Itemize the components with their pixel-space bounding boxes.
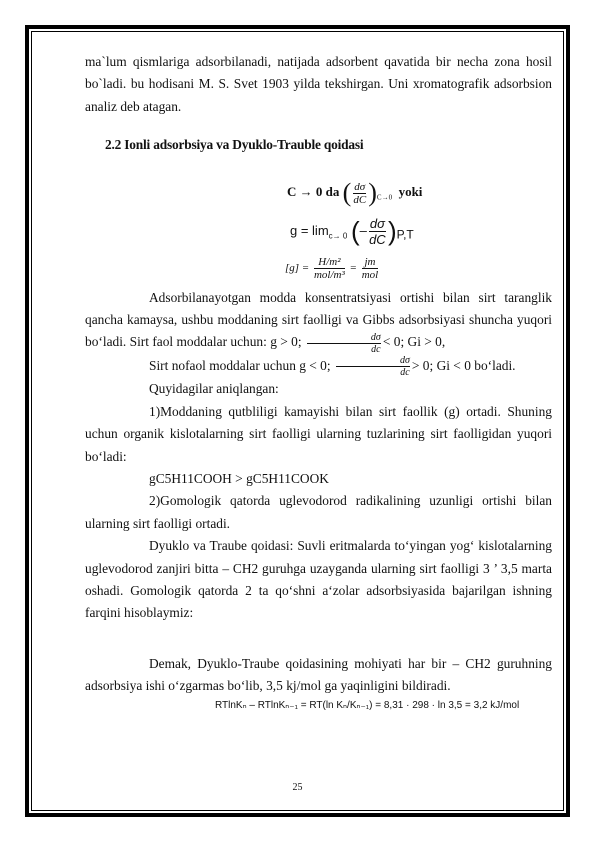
- f2-paren-close: ): [387, 216, 397, 246]
- paragraph-polarity: 1)Moddaning qutbliligi kamayishi bilan sirt faollik (g) ortadi. Shuning uchun organik kislotalarning sirt faolligi ularning tuzlarining sirt faolligidan yuqori bo‘ladi:: [85, 403, 552, 464]
- formula-limit-definition: $g = \lim_{c\to 0}$ (– $\frac{d\sigma}{dC}$ )$_{P,T}$: [290, 216, 414, 247]
- f2-tail: P,T: [396, 227, 414, 242]
- inline-frac-num: dσ: [307, 332, 381, 344]
- f2-num: dσ: [369, 216, 385, 231]
- f2-paren-open: (: [350, 216, 360, 246]
- page-number: 25: [292, 782, 303, 793]
- p2-text-b: > 0; Gi < 0 bo‘ladi.: [411, 357, 516, 373]
- paragraph-inactive: [85, 355, 552, 378]
- inline-fraction-1: [307, 332, 381, 355]
- f2-sub: c→ 0: [328, 231, 348, 241]
- f1-tail: yoki: [398, 183, 423, 199]
- f1-num: dσ: [354, 180, 366, 193]
- inline-frac-num-2: dσ: [336, 355, 410, 367]
- f2-lead: g = lim: [290, 222, 329, 238]
- f3-num2: jm: [362, 256, 379, 269]
- paragraph-surface-activity: [85, 287, 552, 355]
- equation-spacer: [85, 625, 552, 653]
- f1-paren-open: (: [342, 178, 352, 207]
- formula-block: [250, 176, 450, 294]
- f1-fraction: [353, 181, 366, 206]
- f3-lead: [g] =: [285, 262, 310, 275]
- formula-units: [285, 256, 380, 281]
- f3-num1: H/m²: [314, 256, 345, 269]
- f2-den: dC: [369, 232, 386, 247]
- paragraph-conclusion: Demak, Dyuklo-Traube qoidasining mohiyati har bir – CH2 guruhning adsorbsiya ishi o‘zgarmas bo‘lib, 3,5 kj/mol ga yaqinligini bildiradi.: [85, 655, 552, 694]
- f1-paren-close: ): [368, 178, 377, 207]
- paragraph-traube-rule: Dyuklo va Traube qoidasi: Suvli eritmalarda to‘yingan yog‘ kislotalarning uglevodorod zanjiri bitta – CH2 guruhga uzayganda ularning sirt faolligi 3 ’ 3,5 marta oshadi. Gomologik qatorda 2 ta qo‘shni a‘zolar adsorbsiyasida bajarilgan ishning farqini hisoblaymiz:: [85, 538, 552, 621]
- formula-limit-condition: [287, 178, 422, 208]
- p1-text: Adsorbilanayotgan modda konsentratsiyasi ortishi bilan sirt taranglik qancha kamaysa, ushbu moddaning sirt faolligi va Gibbs adsorbsiyasi shuncha yuqori bo‘ladi. Sirt faol moddalar uchun: g > 0;: [85, 289, 552, 350]
- f2-fraction: [369, 216, 386, 247]
- work-difference-equation: RTlnKₙ – RTlnKₙ₋₁ = RT(ln Kₙ/Kₙ₋₁) = 8,31 · 298 · ln 3,5 = 3,2 kJ/mol: [215, 700, 520, 711]
- f3-eq: =: [349, 262, 357, 275]
- p1-tail: < 0; Gi > 0,: [382, 334, 446, 350]
- f3-den1: mol/m³: [313, 269, 345, 281]
- f1-lead: C → 0 da: [287, 183, 340, 199]
- paragraph-comparison: gC5H11COOH > gC5H11COOK: [149, 470, 329, 486]
- inline-fraction-2: [336, 355, 410, 378]
- paragraph-intro: ma`lum qismlariga adsorbilanadi, natijada adsorbent qavatida bir necha zona hosil bo`ladi. bu hodisani M. S. Svet 1903 yilda tekshirgan. Uni xromatografik adsorbsion analiz deb atagan.: [85, 54, 552, 114]
- inline-frac-den-2: dc: [400, 367, 410, 379]
- f3-fraction-1: [314, 256, 345, 281]
- f1-sub: C→0: [376, 193, 393, 202]
- p2-text-a: Sirt nofaol moddalar uchun g < 0;: [149, 357, 331, 373]
- document-body: [85, 51, 552, 698]
- section-heading: 2.2 Ionli adsorbsiya va Dyuklo-Trauble qoidasi: [105, 137, 364, 153]
- paragraph-determined: Quyidagilar aniqlangan:: [149, 381, 279, 397]
- f1-den: dC: [353, 193, 367, 206]
- f3-den2: mol: [361, 269, 379, 281]
- paragraph-homologous: 2)Gomologik qatorda uglevodorod radikalining uzunligi ortishi bilan ularning sirt faolligi ortadi.: [85, 493, 552, 531]
- inline-frac-den: dc: [371, 343, 381, 355]
- f3-fraction-2: [362, 256, 379, 281]
